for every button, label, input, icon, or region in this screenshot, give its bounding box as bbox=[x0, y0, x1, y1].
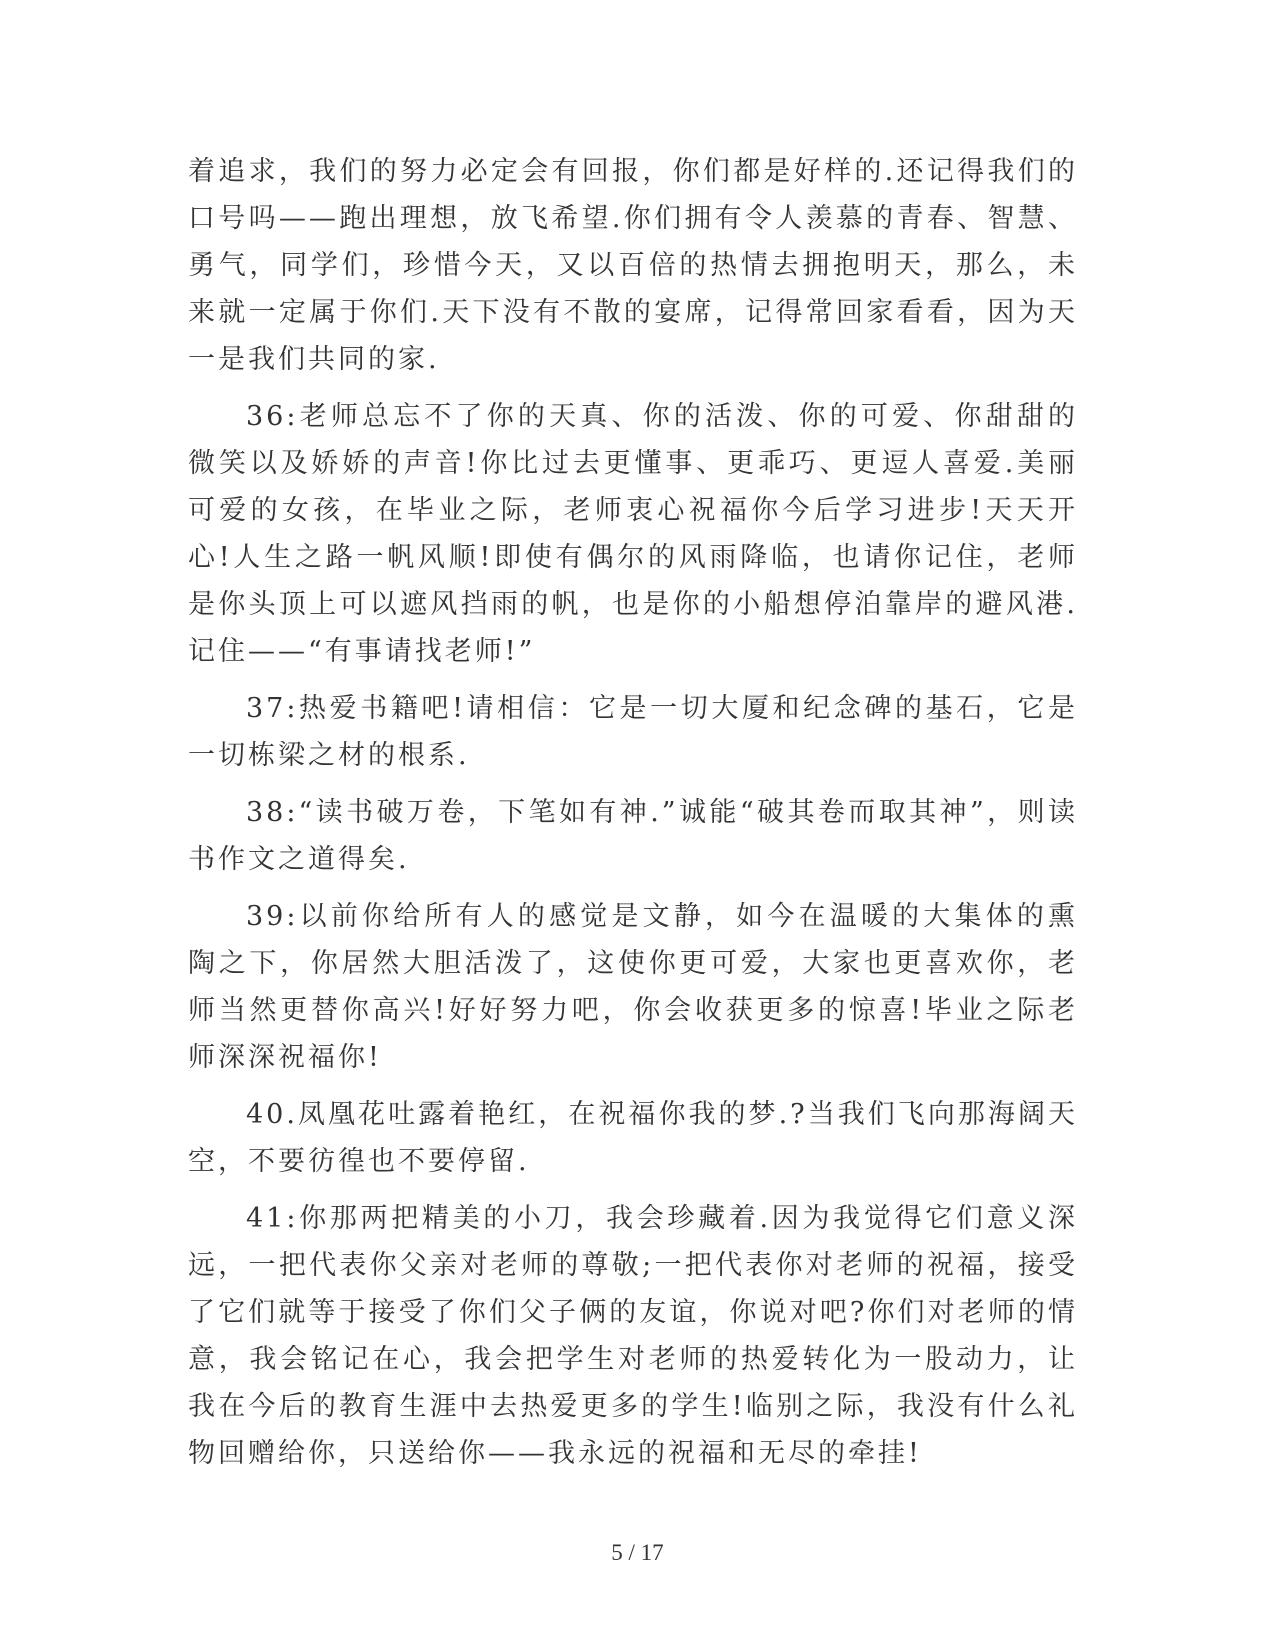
page-number: 5 / 17 bbox=[611, 1540, 664, 1565]
paragraph-39: 39:以前你给所有人的感觉是文静，如今在温暖的大集体的熏陶之下，你居然大胆活泼了，这使你更可爱，大家也更喜欢你，老师当然更替你高兴!好好努力吧，你会收获更多的惊喜!毕业之际老师深深祝福你! bbox=[188, 901, 1078, 1073]
paragraph-37: 37:热爱书籍吧!请相信：它是一切大厦和纪念碑的基石，它是一切栋梁之材的根系. bbox=[188, 693, 1078, 771]
paragraph-38: 38:“读书破万卷，下笔如有神.”诚能“破其卷而取其神”，则读书作文之道得矣. bbox=[188, 797, 1078, 875]
paragraph-36: 36:老师总忘不了你的天真、你的活泼、你的可爱、你甜甜的微笑以及娇娇的声音!你比过去更懂事、更乖巧、更逗人喜爱.美丽可爱的女孩，在毕业之际，老师衷心祝福你今后学习进步!天天开心!人生之路一帆风顺!即使有偶尔的风雨降临，也请你记住，老师是你头顶上可以遮风挡雨的帆，也是你的小船想停泊靠岸的避风港.记住——“有事请找老师!” bbox=[188, 401, 1078, 667]
paragraph-continuation: 着追求，我们的努力必定会有回报，你们都是好样的.还记得我们的口号吗——跑出理想，放飞希望.你们拥有令人羡慕的青春、智慧、勇气，同学们，珍惜今天，又以百倍的热情去拥抱明天，那么，未来就一定属于你们.天下没有不散的宴席，记得常回家看看，因为天一是我们共同的家. bbox=[188, 156, 1078, 375]
document-body bbox=[188, 148, 1078, 1487]
paragraph-40: 40.凤凰花吐露着艳红，在祝福你我的梦.?当我们飞向那海阔天空，不要彷徨也不要停留. bbox=[188, 1099, 1078, 1177]
paragraph-41: 41:你那两把精美的小刀，我会珍藏着.因为我觉得它们意义深远，一把代表你父亲对老师的尊敬;一把代表你对老师的祝福，接受了它们就等于接受了你们父子俩的友谊，你说对吧?你们对老师的情意，我会铭记在心，我会把学生对老师的热爱转化为一股动力，让我在今后的教育生涯中去热爱更多的学生!临别之际，我没有什么礼物回赠给你，只送给你——我永远的祝福和无尽的牵挂! bbox=[188, 1203, 1078, 1469]
